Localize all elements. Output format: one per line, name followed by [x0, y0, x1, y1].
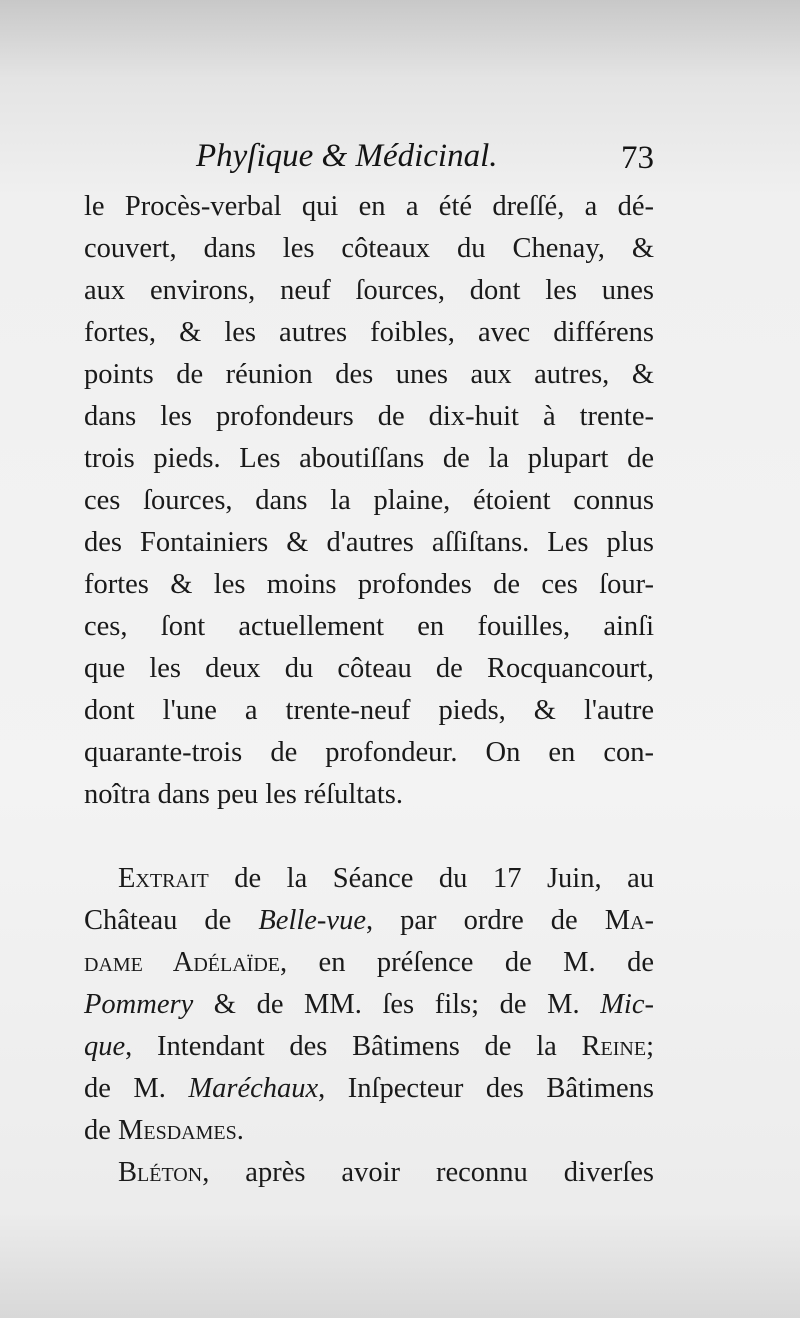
text-line: noîtra dans peu les réſultats. [84, 779, 403, 810]
body-text [84, 186, 654, 1194]
paragraph-2 [84, 858, 654, 1152]
section-heading: Extrait [118, 863, 209, 894]
text-line: trois pieds. Les aboutiſſans de la plupart de [84, 443, 654, 474]
page-header [84, 138, 654, 184]
text-line: ces, ſont actuellement en fouilles, ainſi [84, 611, 654, 642]
text-line: Bléton, après avoir reconnu diverſes [118, 1157, 654, 1188]
page-number: 73 [621, 140, 654, 176]
text-line: points de réunion des unes aux autres, & [84, 359, 654, 390]
text-line: fortes, & les autres foibles, avec différens [84, 317, 654, 348]
paragraph-3 [84, 1152, 654, 1194]
text-line: le Procès-verbal qui en a été dreſſé, a dé- [84, 191, 654, 222]
text-line: que les deux du côteau de Rocquancourt, [84, 653, 654, 684]
text-line: Extrait de la Séance du 17 Juin, au [118, 863, 654, 894]
text-line: quarante-trois de profondeur. On en con- [84, 737, 654, 768]
text-line: dans les profondeurs de dix-huit à trente- [84, 401, 654, 432]
text-line: dont l'une a trente-neuf pieds, & l'autre [84, 695, 654, 726]
text-line: fortes & les moins profondes de ces ſour- [84, 569, 654, 600]
text-line: Château de Belle-vue, par ordre de Ma- [84, 905, 655, 936]
text-line: de Mesdames. [84, 1115, 244, 1146]
text-line: dame Adélaïde, en préſence de M. de [84, 947, 654, 978]
text-line: des Fontainiers & d'autres aſſiſtans. Les plus [84, 527, 654, 558]
text-line: Pommery & de MM. ſes fils; de M. Mic- [84, 989, 654, 1020]
text-line: couvert, dans les côteaux du Chenay, & [84, 233, 654, 264]
paragraph-1 [84, 186, 654, 816]
text-line: aux environs, neuf ſources, dont les unes [84, 275, 654, 306]
text-line: de M. Maréchaux, Inſpecteur des Bâtimens [84, 1073, 654, 1104]
paragraph-gap [84, 816, 654, 858]
text-line: que, Intendant des Bâtimens de la Reine; [84, 1031, 654, 1062]
text-line: ces ſources, dans la plaine, étoient connus [84, 485, 654, 516]
running-title: Phyſique & Médicinal. [196, 138, 498, 174]
